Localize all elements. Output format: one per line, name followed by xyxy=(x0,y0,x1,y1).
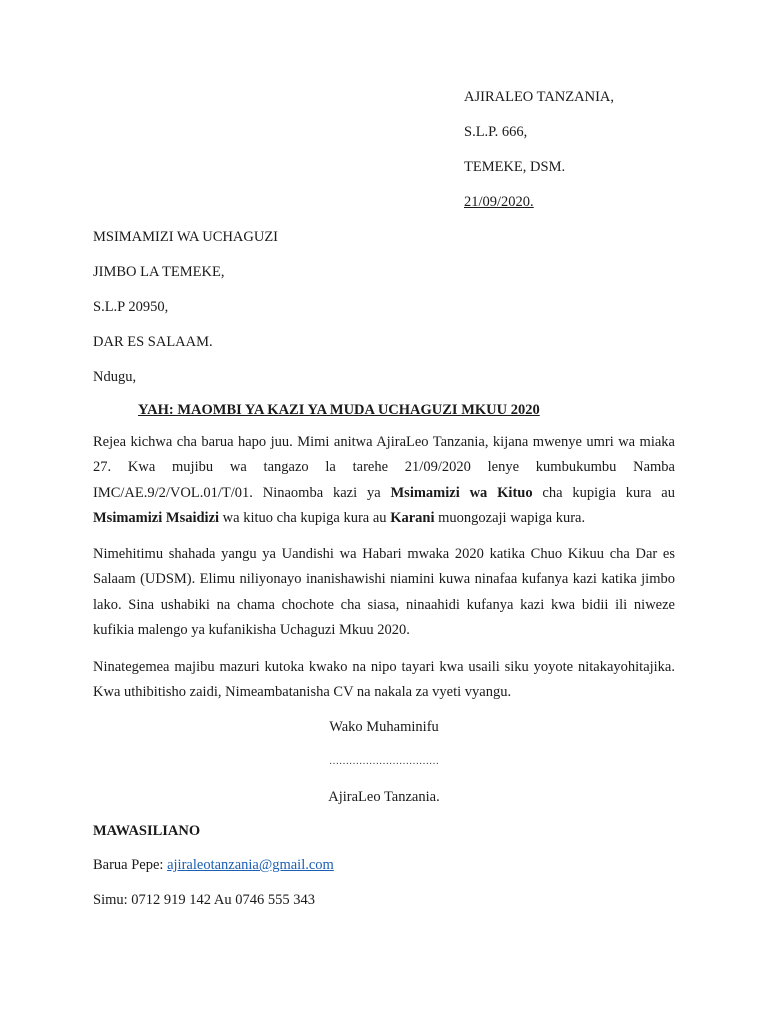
recipient-po-box: S.L.P 20950, xyxy=(93,299,169,315)
email-link[interactable]: ajiraleotanzania@gmail.com xyxy=(167,857,334,873)
subject-line: YAH: MAOMBI YA KAZI YA MUDA UCHAGUZI MKUU 2020 xyxy=(138,402,540,418)
sender-name: AJIRALEO TANZANIA, xyxy=(464,89,614,105)
signer-name: AjiraLeo Tanzania. xyxy=(328,789,440,805)
body-paragraph-3 xyxy=(93,655,675,706)
paragraph-1-text-b: cha kupigia kura au xyxy=(532,484,675,501)
body-paragraph-2 xyxy=(93,542,675,643)
recipient-title: MSIMAMIZI WA UCHAGUZI xyxy=(93,229,279,245)
signature-line: …………………………… xyxy=(329,756,439,767)
sender-location: TEMEKE, DSM. xyxy=(464,159,566,175)
paragraph-1-text-d: muongozaji wapiga kura. xyxy=(434,509,586,526)
phone-line: Simu: 0712 919 142 Au 0746 555 343 xyxy=(93,892,315,908)
paragraph-1-bold-b: Msimamizi Msaidizi xyxy=(93,509,220,526)
paragraph-3-text: Ninategemea majibu mazuri kutoka kwako na nipo tayari kwa usaili siku yoyote nitakayohitajika. Kwa uthibitisho zaidi, Nimeambatanisha CV na nakala za vyeti vyangu. xyxy=(93,659,675,701)
closing: Wako Muhaminifu xyxy=(329,719,439,735)
email-label: Barua Pepe: xyxy=(93,857,168,873)
recipient-city: DAR ES SALAAM. xyxy=(93,334,213,350)
paragraph-1-text-a: Rejea kichwa cha barua hapo juu. Mimi anitwa AjiraLeo Tanzania, kijana mwenye umri wa miaka 27. Kwa mujibu wa tangazo la tarehe 21/09/2020 lenye kumbukumbu Namba IMC/AE.9/2/VOL.01/T/01. Ninaomba kazi ya xyxy=(93,434,675,501)
body-paragraph-1 xyxy=(93,430,675,531)
letter-date: 21/09/2020. xyxy=(464,194,534,210)
paragraph-1-bold-c: Karani xyxy=(390,509,435,526)
sender-po-box: S.L.P. 666, xyxy=(464,124,528,140)
email-line xyxy=(93,856,334,874)
salutation: Ndugu, xyxy=(93,369,137,385)
paragraph-1-text-c: wa kituo cha kupiga kura au xyxy=(219,509,391,526)
paragraph-2-text: Nimehitimu shahada yangu ya Uandishi wa Habari mwaka 2020 katika Chuo Kikuu cha Dar es Salaam (UDSM). Elimu niliyonayo inanishawishi niamini kuwa ninafaa kufanya kazi katika jimbo lako. Sina ushabiki na chama chochote cha siasa, ninaahidi kufanya kazi kwa bidii ili niweze kufikia malengo ya kufanikisha Uchaguzi Mkuu 2020. xyxy=(93,546,675,638)
recipient-constituency: JIMBO LA TEMEKE, xyxy=(93,264,225,280)
contacts-heading: MAWASILIANO xyxy=(93,823,201,839)
paragraph-1-bold-a: Msimamizi wa Kituo xyxy=(390,484,533,501)
